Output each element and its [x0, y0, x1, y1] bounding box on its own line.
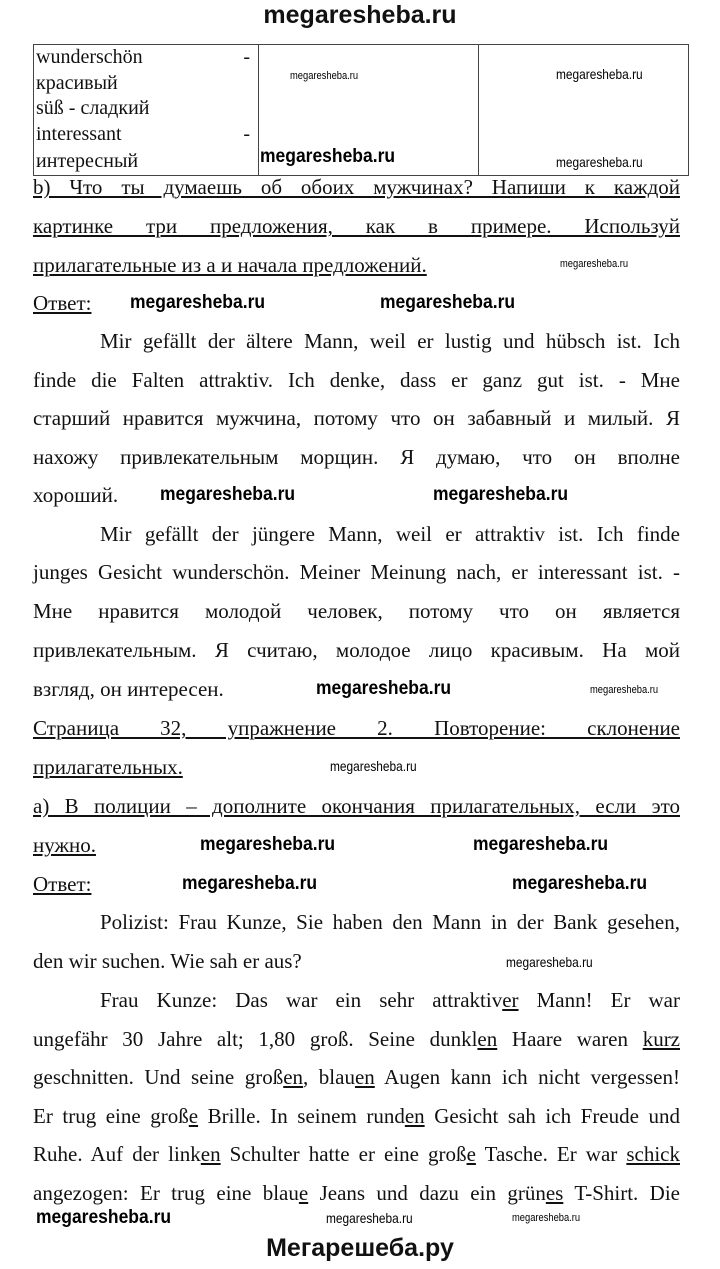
underlined-text: en [354, 1065, 375, 1089]
watermark: megaresheba.ru [560, 258, 629, 270]
text-segment: Er trug eine groß [33, 1104, 189, 1128]
text-segment: Frau Kunze: Das war ein sehr attraktiv [100, 988, 503, 1012]
text-segment: Jeans und dazu ein grün [308, 1181, 546, 1205]
text-segment: Ruhe. Auf der link [33, 1142, 201, 1166]
text-line [33, 290, 91, 316]
underlined-text: schick [626, 1142, 681, 1166]
text-line [33, 754, 183, 780]
watermark: megaresheba.ru [182, 873, 318, 894]
text-line [33, 871, 91, 897]
text-segment: Tasche. Er war [475, 1142, 627, 1166]
watermark: megaresheba.ru [556, 154, 643, 170]
text-segment: привлекательным. Я считаю, молодое лицо красивым. На мой [33, 638, 680, 662]
watermark: megaresheba.ru [556, 66, 643, 82]
watermark: megaresheba.ru [512, 1212, 581, 1224]
word-pair: süß - сладкий [36, 97, 150, 119]
text-segment: Gesicht sah ich Freude und [424, 1104, 680, 1128]
watermark: megaresheba.ru [330, 758, 417, 774]
watermark: megaresheba.ru [380, 292, 516, 313]
site-footer: Мегарешеба.ру [266, 1234, 454, 1262]
watermark: megaresheba.ru [326, 1210, 413, 1226]
text-segment: T-Shirt. Die [563, 1181, 680, 1205]
text-line [33, 252, 427, 278]
text-segment: взгляд, он интересен. [33, 677, 224, 701]
text-segment: Polizist: Frau Kunze, Sie haben den Mann in der Bank gesehen, [100, 910, 680, 934]
text-segment: Мне нравится молодой человек, потому что он является [33, 599, 680, 623]
text-segment: Mir gefällt der ältere Mann, weil er lustig und hübsch ist. Ich [100, 329, 680, 353]
table-cell-words [34, 45, 259, 176]
text-segment: Mir gefällt der jüngere Mann, weil er attraktiv ist. Ich finde [100, 522, 680, 546]
text-line [33, 444, 680, 470]
dash: - [243, 46, 250, 68]
text-segment: ungefähr 30 Jahre alt; 1,80 groß. Seine dunkl [33, 1027, 478, 1051]
underlined-text: Ответ: [33, 291, 92, 315]
text-segment: Augen kann ich nicht vergessen! [374, 1065, 680, 1089]
text-line [33, 405, 680, 431]
underlined-text: прилагательные из а и начала предложений. [33, 253, 427, 277]
text-segment: , blau [303, 1065, 355, 1089]
watermark: megaresheba.ru [590, 684, 659, 696]
underlined-text: er [502, 988, 519, 1012]
text-segment: старший нравится мужчина, потому что он забавный и милый. Я [33, 406, 680, 430]
text-line [33, 948, 302, 974]
underlined-text: kurz [642, 1027, 681, 1051]
text-line [33, 367, 680, 393]
text-segment: Haare waren [497, 1027, 643, 1051]
underlined-text: en [200, 1142, 221, 1166]
translation: красивый [36, 72, 118, 94]
word: wunderschön [36, 46, 143, 68]
text-segment: den wir suchen. Wie sah er aus? [33, 949, 302, 973]
text-segment: Mann! Er war [518, 988, 680, 1012]
watermark: megaresheba.ru [200, 834, 336, 855]
text-line [33, 676, 224, 702]
translation: интересный [36, 150, 139, 172]
text-segment: Schulter hatte er eine groß [220, 1142, 467, 1166]
watermark: megaresheba.ru [160, 484, 296, 505]
underlined-text: e [298, 1181, 309, 1205]
text-segment: хороший. [33, 483, 119, 507]
underlined-text: b) Что ты думаешь об обоих мужчинах? Напиши к каждой [33, 175, 680, 199]
watermark: megaresheba.ru [512, 873, 648, 894]
text-line [33, 482, 118, 508]
underlined-text: Страница 32, упражнение 2. Повторение: склонение [33, 716, 680, 740]
text-line [100, 521, 680, 547]
text-line [33, 174, 680, 200]
text-line [100, 987, 680, 1013]
text-segment: finde die Falten attraktiv. Ich denke, dass er ganz gut ist. - Мне [33, 368, 680, 392]
underlined-text: a) В полиции – дополните окончания прилагательных, если это [33, 794, 680, 818]
text-line [100, 328, 680, 354]
text-line [33, 213, 680, 239]
watermark: megaresheba.ru [36, 1207, 172, 1228]
underlined-text: нужно. [33, 833, 96, 857]
watermark: megaresheba.ru [316, 678, 452, 699]
underlined-text: en [477, 1027, 498, 1051]
underlined-text: en [283, 1065, 304, 1089]
watermark: megaresheba.ru [290, 70, 359, 82]
text-line [100, 909, 680, 935]
text-line [33, 715, 680, 741]
site-header: megaresheba.ru [263, 1, 457, 29]
text-segment: Brille. In seinem rund [198, 1104, 405, 1128]
underlined-text: en [404, 1104, 425, 1128]
watermark: megaresheba.ru [260, 146, 396, 167]
text-line [33, 598, 680, 624]
text-line [33, 1064, 680, 1090]
text-line [33, 832, 96, 858]
text-line [33, 559, 680, 585]
text-line [33, 793, 680, 819]
underlined-text: es [545, 1181, 564, 1205]
watermark: megaresheba.ru [473, 834, 609, 855]
text-segment: geschnitten. Und seine groß [33, 1065, 284, 1089]
underlined-text: Ответ: [33, 872, 92, 896]
watermark: megaresheba.ru [130, 292, 266, 313]
text-line [33, 637, 680, 663]
underlined-text: картинке три предложения, как в примере. Используй [33, 214, 680, 238]
watermark: megaresheba.ru [433, 484, 569, 505]
text-segment: angezogen: Er trug eine blau [33, 1181, 299, 1205]
dash: - [243, 123, 250, 145]
text-segment: нахожу привлекательным морщин. Я думаю, что он вполне [33, 445, 680, 469]
text-line [33, 1026, 680, 1052]
text-line [33, 1180, 680, 1206]
word: interessant [36, 123, 122, 145]
text-segment: junges Gesicht wunderschön. Meiner Meinung nach, er interessant ist. - [33, 560, 680, 584]
underlined-text: e [188, 1104, 199, 1128]
underlined-text: e [466, 1142, 476, 1166]
underlined-text: прилагательных. [33, 755, 183, 779]
watermark: megaresheba.ru [506, 954, 593, 970]
text-line [33, 1141, 680, 1167]
text-line [33, 1103, 680, 1129]
